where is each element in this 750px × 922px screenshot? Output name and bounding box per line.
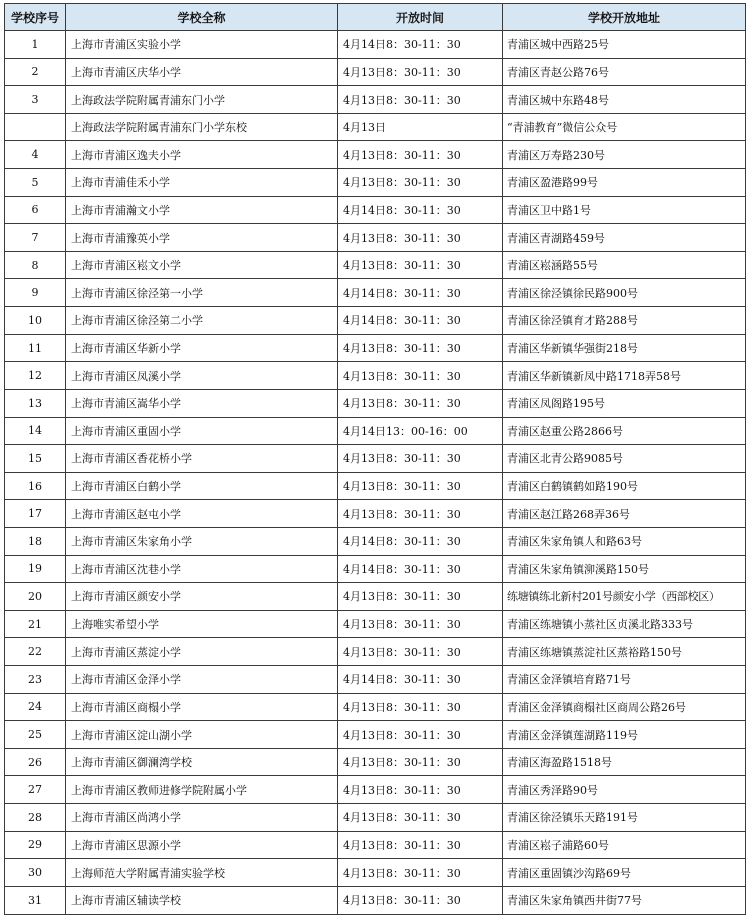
- school-number-cell: 30: [5, 859, 66, 887]
- table-row: [5, 307, 746, 335]
- open-address-cell: 青浦区赵重公路2866号: [503, 417, 746, 445]
- open-address-cell: 青浦区练塘镇小蒸社区贞溪北路333号: [503, 610, 746, 638]
- table-row: [5, 666, 746, 694]
- school-name-cell: 上海市青浦区庆华小学: [66, 58, 338, 86]
- table-row: [5, 693, 746, 721]
- school-number-cell: 16: [5, 472, 66, 500]
- open-address-cell: 青浦区金泽镇商榻社区商周公路26号: [503, 693, 746, 721]
- open-time-cell: 4月13日8：30-11：30: [338, 58, 503, 86]
- school-name-cell: 上海政法学院附属青浦东门小学: [66, 86, 338, 114]
- school-number-cell: 23: [5, 666, 66, 694]
- table-row: [5, 804, 746, 832]
- open-address-cell: 青浦区北青公路9085号: [503, 445, 746, 473]
- open-time-cell: 4月13日8：30-11：30: [338, 224, 503, 252]
- table-body: [5, 31, 746, 915]
- table-row: [5, 417, 746, 445]
- school-name-cell: 上海市青浦区凤溪小学: [66, 362, 338, 390]
- open-time-cell: 4月13日8：30-11：30: [338, 500, 503, 528]
- school-name-cell: 上海市青浦区朱家角小学: [66, 527, 338, 555]
- open-time-cell: 4月13日8：30-11：30: [338, 169, 503, 197]
- school-name-cell: 上海市青浦区御澜湾学校: [66, 748, 338, 776]
- school-number-cell: [5, 113, 66, 141]
- school-name-cell: 上海市青浦区辅读学校: [66, 886, 338, 914]
- table-row: [5, 445, 746, 473]
- open-time-cell: 4月13日8：30-11：30: [338, 583, 503, 611]
- school-number-cell: 8: [5, 251, 66, 279]
- open-address-cell: 青浦区盈港路99号: [503, 169, 746, 197]
- open-time-cell: 4月14日8：30-11：30: [338, 196, 503, 224]
- open-address-cell: 青浦区万寿路230号: [503, 141, 746, 169]
- school-number-cell: 26: [5, 748, 66, 776]
- school-number-cell: 28: [5, 804, 66, 832]
- school-name-cell: 上海市青浦区华新小学: [66, 334, 338, 362]
- school-name-cell: 上海市青浦区白鹤小学: [66, 472, 338, 500]
- open-address-cell: 青浦区徐泾镇徐民路900号: [503, 279, 746, 307]
- table-row: [5, 776, 746, 804]
- school-name-cell: 上海市青浦区商榻小学: [66, 693, 338, 721]
- table-row: [5, 583, 746, 611]
- open-address-cell: 青浦区卫中路1号: [503, 196, 746, 224]
- table-row: [5, 555, 746, 583]
- table-row: [5, 527, 746, 555]
- school-number-cell: 2: [5, 58, 66, 86]
- school-name-cell: 上海市青浦佳禾小学: [66, 169, 338, 197]
- table-row: [5, 279, 746, 307]
- school-number-cell: 19: [5, 555, 66, 583]
- open-address-cell: 青浦区崧子浦路60号: [503, 831, 746, 859]
- school-name-cell: 上海市青浦区嵩华小学: [66, 389, 338, 417]
- open-address-cell: 青浦区重固镇沙沟路69号: [503, 859, 746, 887]
- open-address-cell: 青浦区崧涵路55号: [503, 251, 746, 279]
- open-time-cell: 4月13日8：30-11：30: [338, 610, 503, 638]
- open-time-cell: 4月13日8：30-11：30: [338, 721, 503, 749]
- open-time-cell: 4月13日8：30-11：30: [338, 251, 503, 279]
- open-time-cell: 4月13日8：30-11：30: [338, 141, 503, 169]
- school-open-day-table: [4, 3, 746, 915]
- open-time-cell: 4月14日13：00-16：00: [338, 417, 503, 445]
- school-number-cell: 5: [5, 169, 66, 197]
- table-row: [5, 472, 746, 500]
- school-number-cell: 27: [5, 776, 66, 804]
- school-number-cell: 15: [5, 445, 66, 473]
- school-name-cell: 上海唯实希望小学: [66, 610, 338, 638]
- open-time-cell: 4月13日8：30-11：30: [338, 886, 503, 914]
- open-time-cell: 4月14日8：30-11：30: [338, 279, 503, 307]
- table-row: [5, 196, 746, 224]
- school-name-cell: 上海市青浦区尚鸿小学: [66, 804, 338, 832]
- school-name-cell: 上海市青浦区香花桥小学: [66, 445, 338, 473]
- table-row: [5, 859, 746, 887]
- open-address-cell: 青浦区华新镇华强街218号: [503, 334, 746, 362]
- open-time-cell: 4月14日8：30-11：30: [338, 555, 503, 583]
- school-number-cell: 6: [5, 196, 66, 224]
- school-name-cell: 上海市青浦区蒸淀小学: [66, 638, 338, 666]
- table-row: [5, 141, 746, 169]
- school-name-cell: 上海市青浦区重固小学: [66, 417, 338, 445]
- table-row: [5, 831, 746, 859]
- school-name-cell: 上海市青浦区思源小学: [66, 831, 338, 859]
- school-name-cell: 上海市青浦区徐泾第一小学: [66, 279, 338, 307]
- open-time-cell: 4月13日8：30-11：30: [338, 748, 503, 776]
- open-time-cell: 4月13日8：30-11：30: [338, 334, 503, 362]
- school-number-cell: 13: [5, 389, 66, 417]
- open-time-cell: 4月13日8：30-11：30: [338, 776, 503, 804]
- table-row: [5, 86, 746, 114]
- school-number-cell: 21: [5, 610, 66, 638]
- open-time-cell: 4月14日8：30-11：30: [338, 527, 503, 555]
- table-row: [5, 334, 746, 362]
- open-time-cell: 4月13日8：30-11：30: [338, 362, 503, 390]
- school-number-cell: 14: [5, 417, 66, 445]
- school-name-cell: 上海政法学院附属青浦东门小学东校: [66, 113, 338, 141]
- open-address-cell: 青浦区朱家角镇西井街77号: [503, 886, 746, 914]
- school-name-cell: 上海市青浦区金泽小学: [66, 666, 338, 694]
- open-time-cell: 4月13日8：30-11：30: [338, 86, 503, 114]
- open-address-cell: 青浦区练塘镇蒸淀社区蒸裕路150号: [503, 638, 746, 666]
- open-address-cell: 青浦区徐泾镇乐天路191号: [503, 804, 746, 832]
- school-name-cell: 上海市青浦区崧文小学: [66, 251, 338, 279]
- school-number-cell: 24: [5, 693, 66, 721]
- school-name-cell: 上海市青浦瀚文小学: [66, 196, 338, 224]
- open-time-cell: 4月13日: [338, 113, 503, 141]
- open-time-cell: 4月13日8：30-11：30: [338, 638, 503, 666]
- table-header-row: [5, 4, 746, 31]
- open-time-cell: 4月13日8：30-11：30: [338, 804, 503, 832]
- school-name-cell: 上海市青浦豫英小学: [66, 224, 338, 252]
- open-address-cell: 青浦区朱家角镇泖溪路150号: [503, 555, 746, 583]
- school-number-cell: 29: [5, 831, 66, 859]
- open-address-cell: 青浦区金泽镇莲湖路119号: [503, 721, 746, 749]
- table-row: [5, 169, 746, 197]
- open-time-cell: 4月13日8：30-11：30: [338, 693, 503, 721]
- open-address-cell: 青浦区金泽镇培育路71号: [503, 666, 746, 694]
- school-number-cell: 3: [5, 86, 66, 114]
- header-school-number: 学校序号: [5, 4, 66, 31]
- open-time-cell: 4月14日8：30-11：30: [338, 307, 503, 335]
- open-address-cell: 青浦区凤阁路195号: [503, 389, 746, 417]
- open-time-cell: 4月14日8：30-11：30: [338, 31, 503, 59]
- open-time-cell: 4月13日8：30-11：30: [338, 831, 503, 859]
- open-address-cell: 青浦区城中西路25号: [503, 31, 746, 59]
- open-time-cell: 4月13日8：30-11：30: [338, 859, 503, 887]
- school-number-cell: 10: [5, 307, 66, 335]
- school-name-cell: 上海市青浦区赵屯小学: [66, 500, 338, 528]
- school-number-cell: 12: [5, 362, 66, 390]
- table-row: [5, 224, 746, 252]
- school-number-cell: 4: [5, 141, 66, 169]
- header-open-time: 开放时间: [338, 4, 503, 31]
- school-number-cell: 7: [5, 224, 66, 252]
- school-number-cell: 31: [5, 886, 66, 914]
- open-address-cell: 练塘镇练北新村201号颜安小学（西部校区）: [503, 583, 746, 611]
- table-row: [5, 500, 746, 528]
- open-time-cell: 4月13日8：30-11：30: [338, 472, 503, 500]
- header-school-name: 学校全称: [66, 4, 338, 31]
- table-row: [5, 748, 746, 776]
- open-address-cell: 青浦区秀泽路90号: [503, 776, 746, 804]
- school-name-cell: 上海市青浦区沈巷小学: [66, 555, 338, 583]
- header-open-address: 学校开放地址: [503, 4, 746, 31]
- school-number-cell: 22: [5, 638, 66, 666]
- table-row: [5, 113, 746, 141]
- school-number-cell: 11: [5, 334, 66, 362]
- school-number-cell: 25: [5, 721, 66, 749]
- school-number-cell: 17: [5, 500, 66, 528]
- table-row: [5, 58, 746, 86]
- school-name-cell: 上海市青浦区淀山湖小学: [66, 721, 338, 749]
- school-name-cell: 上海市青浦区教师进修学院附属小学: [66, 776, 338, 804]
- school-name-cell: 上海市青浦区逸夫小学: [66, 141, 338, 169]
- school-number-cell: 18: [5, 527, 66, 555]
- table-row: [5, 389, 746, 417]
- open-address-cell: 青浦区华新镇新凤中路1718弄58号: [503, 362, 746, 390]
- table-row: [5, 362, 746, 390]
- open-address-cell: 青浦区海盈路1518号: [503, 748, 746, 776]
- open-address-cell: 青浦区白鹤镇鹤如路190号: [503, 472, 746, 500]
- open-address-cell: “青浦教育”微信公众号: [503, 113, 746, 141]
- table-row: [5, 721, 746, 749]
- school-number-cell: 9: [5, 279, 66, 307]
- school-name-cell: 上海师范大学附属青浦实验学校: [66, 859, 338, 887]
- school-number-cell: 1: [5, 31, 66, 59]
- table-row: [5, 251, 746, 279]
- open-address-cell: 青浦区徐泾镇育才路288号: [503, 307, 746, 335]
- open-address-cell: 青浦区青赵公路76号: [503, 58, 746, 86]
- school-name-cell: 上海市青浦区颜安小学: [66, 583, 338, 611]
- school-number-cell: 20: [5, 583, 66, 611]
- open-time-cell: 4月13日8：30-11：30: [338, 445, 503, 473]
- school-name-cell: 上海市青浦区实验小学: [66, 31, 338, 59]
- open-time-cell: 4月14日8：30-11：30: [338, 666, 503, 694]
- school-name-cell: 上海市青浦区徐泾第二小学: [66, 307, 338, 335]
- open-address-cell: 青浦区城中东路48号: [503, 86, 746, 114]
- open-address-cell: 青浦区青湖路459号: [503, 224, 746, 252]
- table-row: [5, 610, 746, 638]
- open-time-cell: 4月13日8：30-11：30: [338, 389, 503, 417]
- open-address-cell: 青浦区朱家角镇人和路63号: [503, 527, 746, 555]
- open-address-cell: 青浦区赵江路268弄36号: [503, 500, 746, 528]
- table-row: [5, 638, 746, 666]
- table-row: [5, 31, 746, 59]
- table-row: [5, 886, 746, 914]
